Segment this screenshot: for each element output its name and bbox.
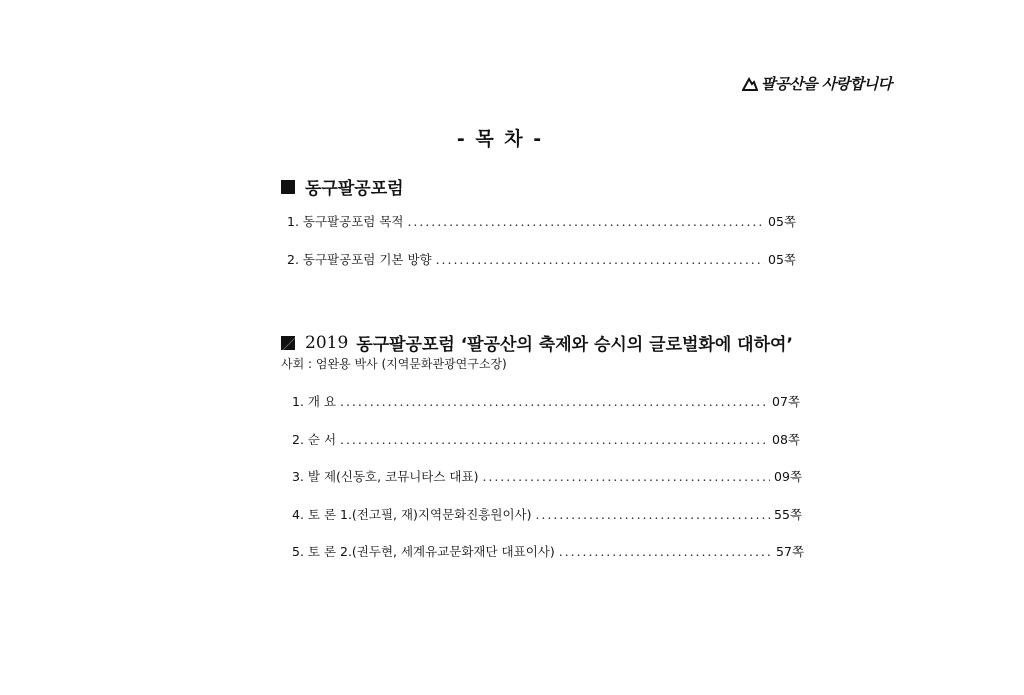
toc-entry[interactable] <box>292 467 802 485</box>
leader-dots <box>482 469 770 484</box>
section2-heading <box>281 330 793 355</box>
toc-entry-page: 57쪽 <box>776 544 804 559</box>
leader-dots <box>407 214 764 229</box>
section2-heading-text: 동구팔공포럼 ‘팔공산의 축제와 승시의 글로벌화에 대하여’ <box>356 335 793 355</box>
toc-entry-page: 05쪽 <box>768 214 796 229</box>
toc-entry-page: 55쪽 <box>774 507 802 522</box>
leader-dots <box>340 394 768 409</box>
toc-entry[interactable] <box>292 430 800 448</box>
section2-year: 2019 <box>305 332 349 353</box>
toc-entry-page: 05쪽 <box>768 252 796 267</box>
toc-entry[interactable] <box>292 392 800 410</box>
leader-dots <box>559 544 772 559</box>
toc-entry[interactable] <box>287 212 796 230</box>
slogan-text: 팔공산을 사랑합니다 <box>761 75 892 93</box>
section1-heading-text: 동구팔공포럼 <box>305 179 404 199</box>
toc-entry-label: 4. 토 론 1.(전고필, 재)지역문화진흥원이사) <box>292 507 532 522</box>
toc-entry[interactable] <box>292 505 802 523</box>
toc-entry-label: 5. 토 론 2.(권두현, 세계유교문화재단 대표이사) <box>292 544 555 559</box>
mountain-icon <box>742 76 758 91</box>
toc-entry-page: 09쪽 <box>774 469 802 484</box>
slogan <box>742 73 892 94</box>
page-title: - 목 차 - <box>456 128 544 150</box>
toc-entry-label: 1. 동구팔공포럼 목적 <box>287 214 404 229</box>
toc-entry-label: 2. 순 서 <box>292 432 337 447</box>
section1-heading <box>281 174 404 199</box>
leader-dots <box>535 507 770 522</box>
toc-entry-label: 2. 동구팔공포럼 기본 방향 <box>287 252 432 267</box>
toc-entry-label: 1. 개 요 <box>292 394 337 409</box>
toc-entry-page: 07쪽 <box>772 394 800 409</box>
toc-entry-page: 08쪽 <box>772 432 800 447</box>
host-line: 사회 : 엄완용 박사 (지역문화관광연구소장) <box>281 357 507 371</box>
leader-dots <box>436 252 764 267</box>
leader-dots <box>340 432 768 447</box>
square-bullet-icon <box>281 336 295 350</box>
toc-entry-label: 3. 발 제(신동호, 코뮤니타스 대표) <box>292 469 479 484</box>
toc-entry[interactable] <box>292 542 804 560</box>
square-bullet-icon <box>281 180 295 194</box>
toc-entry[interactable] <box>287 250 796 268</box>
